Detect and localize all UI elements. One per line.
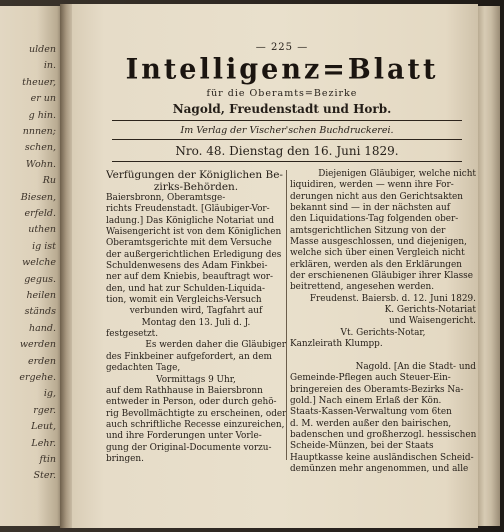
text-line: welche sich über einen Vergleich nicht — [290, 248, 465, 259]
text-line: Staats-Kassen-Verwaltung vom 6ten — [290, 407, 452, 418]
previous-page-fragment: g hin. — [28, 109, 56, 121]
previous-page-fragment: welche — [22, 257, 56, 269]
text-line: ladung.] Das Königliche Notariat und — [106, 215, 275, 226]
text-line: tion, womit ein Vergleichs-Versuch — [106, 295, 262, 306]
text-line: Kanzleirath Klumpp. — [290, 339, 383, 350]
text-line: richts Freudenstadt. [Gläubiger-Vor- — [106, 204, 270, 215]
text-line: Gemeinde-Pflegen auch Steuer-Ein- — [290, 373, 451, 384]
previous-page-fragment: rger. — [33, 404, 56, 416]
column-divider — [286, 170, 287, 460]
text-line: der erschienenen Gläubiger ihrer Klasse — [290, 271, 473, 282]
text-line: amtsgerichtlichen Sitzung von der — [290, 225, 446, 236]
text-line: und Waisengericht. — [388, 316, 476, 327]
previous-page-fragment: ergehe. — [19, 372, 56, 383]
text-line: des Finkbeiner aufgefordert, an dem — [106, 351, 272, 362]
text-line: beitrettend, angesehen werden. — [290, 282, 435, 293]
previous-page-fragment: erden — [28, 355, 56, 367]
previous-page-fragment: Leut, — [31, 421, 56, 433]
text-line: Scheide-Münzen, bei der Staats — [290, 441, 434, 452]
previous-page-fragment: erfeld. — [24, 208, 56, 219]
text-line: bekannt sind — in der nächsten auf — [290, 203, 450, 214]
text-line: entweder in Person, oder durch gehö- — [106, 397, 277, 408]
text-line: der außergerichtlichen Erledigung des — [106, 249, 282, 260]
text-line: liquidiren, werden — wenn ihre For- — [290, 180, 454, 191]
text-line: Es werden daher die Gläubiger — [145, 340, 286, 351]
previous-page-fragment: ftin — [39, 454, 56, 465]
text-line: gung der Original-Documente vorzu- — [106, 442, 272, 453]
previous-page-fragment: in. — [43, 60, 56, 72]
previous-page-fragment: Biesen, — [20, 191, 56, 203]
header-rule-top — [112, 120, 462, 121]
previous-page-fragment: uthen — [28, 224, 56, 236]
masthead-title: Intelligenz=Blatt — [125, 53, 439, 86]
page-number: — 225 — — [255, 42, 309, 53]
previous-page-fragment: gegus. — [24, 273, 56, 285]
text-line: den Liquidations-Tag folgenden ober- — [290, 214, 459, 225]
previous-page-fragment: nnnen; — [22, 126, 56, 137]
text-line: erklären, werden als den Erklärungen — [290, 259, 462, 270]
text-line: Masse ausgeschlossen, und diejenigen, — [290, 237, 467, 248]
text-line: Vormittags 9 Uhr, — [156, 374, 236, 385]
publisher-line: Im Verlag der Vischer'schen Buchdruckerei. — [180, 125, 394, 136]
previous-page-fragment: ig ist — [32, 240, 56, 252]
masthead-districts: Nagold, Freudenstadt und Horb. — [172, 102, 392, 116]
masthead-subtitle: für die Oberamts=Bezirke — [206, 88, 358, 99]
text-line: Freudenst. Baiersb. d. 12. Juni 1829. — [309, 293, 476, 304]
text-line — [290, 351, 476, 362]
text-line: Montag den 13. Juli d. J. — [141, 317, 251, 328]
text-line: Verfügungen der Königlichen Be- — [106, 169, 283, 181]
right-column — [290, 169, 476, 475]
page-stack-edge — [478, 6, 500, 526]
previous-page-fragment: Wohn. — [25, 158, 56, 170]
text-line: auch schriftliche Recesse einzureichen, — [106, 419, 285, 430]
text-line: K. Gerichts-Notariat — [384, 305, 476, 316]
text-line: d. M. werden außer den bairischen, — [290, 418, 452, 429]
previous-page-fragment: werden — [19, 339, 56, 351]
previous-page-fragment: Ru — [42, 175, 56, 187]
text-line: Diejenigen Gläubiger, welche nicht — [318, 169, 476, 179]
previous-page-fragment: ständs — [24, 306, 56, 318]
previous-page-fragment: heilen — [26, 290, 56, 301]
text-line: zirks-Behörden. — [153, 181, 239, 193]
header-rule-bottom — [112, 161, 462, 162]
previous-page-fragment: er un — [30, 93, 56, 105]
issue-line: Nro. 48. Dienstag den 16. Juni 1829. — [175, 144, 399, 158]
previous-page-fragment: hand. — [28, 322, 56, 334]
text-line: badenschen und großherzogl. hessischen — [290, 429, 476, 440]
text-line: demünzen mehr angenommen, und alle — [290, 463, 469, 474]
previous-page — [0, 6, 62, 526]
text-line: bringereien des Oberamts-Bezirks Na- — [290, 384, 464, 395]
text-line: Baiersbronn, Oberamtsge- — [106, 193, 226, 203]
text-line: Nagold. [An die Stadt- und — [355, 361, 476, 372]
text-line: Hauptkasse keine ausländischen Scheid- — [290, 452, 474, 463]
text-line: Waisengericht ist von dem Königlichen — [106, 227, 282, 238]
previous-page-fragment: Lehr. — [31, 437, 56, 449]
text-line: rig Bevollmächtigte zu erscheinen, oder — [106, 408, 286, 419]
previous-page-fragment: theuer, — [22, 76, 56, 88]
text-line: auf dem Rathhause in Baiersbronn — [106, 385, 263, 396]
text-line: bringen. — [106, 453, 144, 464]
text-line: derungen nicht aus den Gerichtsakten — [290, 191, 463, 202]
text-line: ner auf dem Kniebis, beauftragt wor- — [106, 272, 274, 283]
newspaper-page — [72, 4, 478, 528]
header-rule-middle — [112, 139, 462, 140]
text-line: gold.] Nach einem Erlaß der Kön. — [290, 395, 442, 406]
left-column — [106, 169, 286, 465]
text-line: den, und hat zur Schulden-Liquida- — [106, 283, 265, 294]
previous-page-fragment: ig, — [43, 388, 56, 400]
previous-page-fragment: Ster. — [33, 470, 56, 482]
previous-page-fragment: ulden — [29, 44, 56, 55]
text-line: verbunden wird, Tagfahrt auf — [129, 306, 263, 317]
text-line: Schuldenwesens des Adam Finkbei- — [106, 261, 268, 272]
text-line: Vt. Gerichts-Notar, — [340, 327, 426, 338]
previous-page-fragment: schen, — [24, 142, 56, 154]
text-line: festgesetzt. — [106, 329, 159, 340]
text-line: gedachten Tage, — [106, 363, 181, 374]
text-line: und ihre Forderungen unter Vorle- — [106, 431, 262, 442]
text-line: Oberamtsgerichte mit dem Versuche — [106, 238, 272, 249]
